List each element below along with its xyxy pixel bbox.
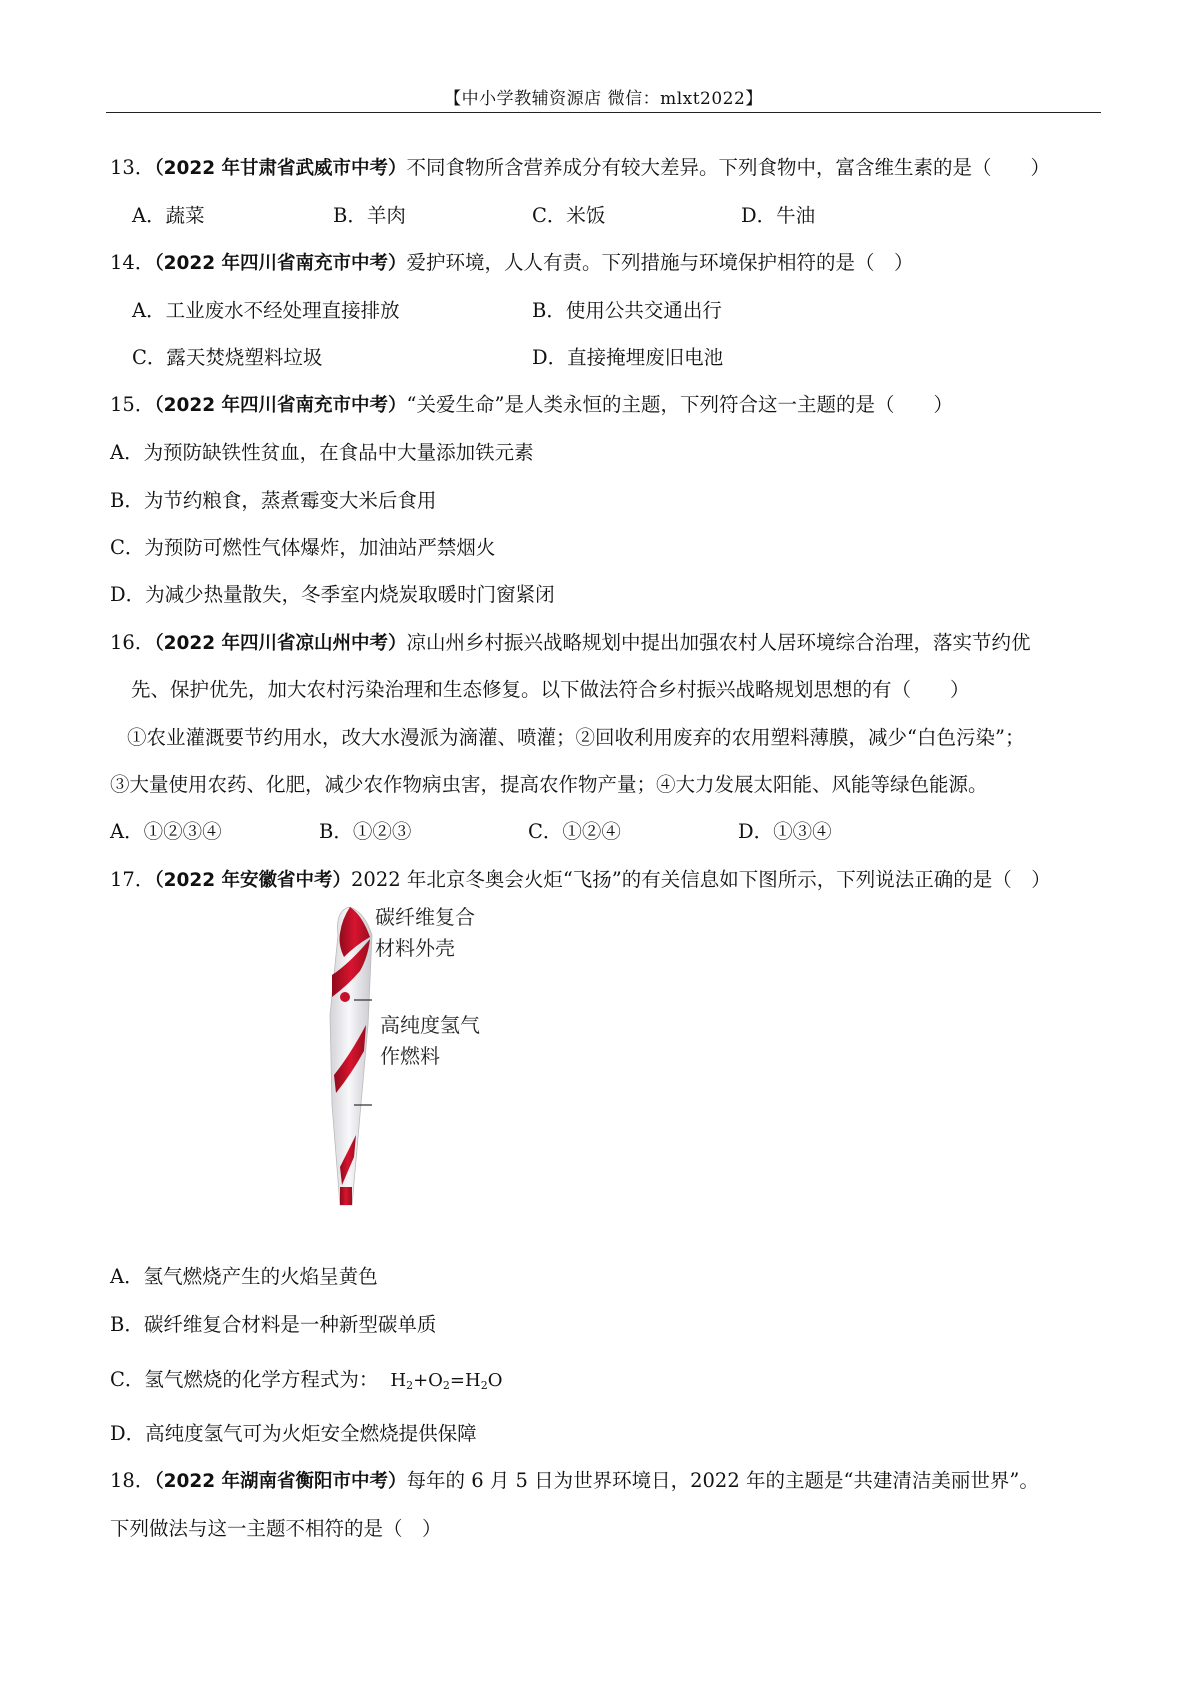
label-shell-line1: 碳纤维复合 [375, 905, 475, 929]
q15-stem: “关爱生命”是人类永恒的主题，下列符合这一主题的是（ ） [406, 393, 953, 416]
q16-source: （2022 年四川省凉山州中考） [154, 633, 407, 654]
q16-stem-line4: ③大量使用农药、化肥，减少农作物病虫害，提高农作物产量；④大力发展太阳能、风能等绿色能源。 [110, 773, 988, 796]
q18-stem-line2: 下列做法与这一主题不相符的是（ ） [110, 1517, 442, 1540]
torch-emblem [340, 992, 350, 1002]
page-header: 【中小学教辅资源店 微信：mlxt2022】 [444, 89, 763, 109]
q14-stem: 爱护环境，人人有责。下列措施与环境保护相符的是（ ） [406, 251, 914, 274]
q17-option-b: B．碳纤维复合材料是一种新型碳单质 [110, 1313, 437, 1336]
question-14 [110, 250, 1100, 277]
q17-option-d: D．高纯度氢气可为火炬安全燃烧提供保障 [110, 1422, 477, 1445]
label-shell-line2: 材料外壳 [375, 936, 455, 960]
question-18 [110, 1468, 1100, 1495]
q14-number: 14． [110, 251, 155, 274]
question-17 [110, 867, 1100, 894]
q16-number: 16． [110, 631, 155, 654]
q15-option-b: B．为节约粮食，蒸煮霉变大米后食用 [110, 489, 437, 512]
q16-option-d: D．①③④ [738, 820, 832, 843]
q13-number: 13． [110, 156, 155, 179]
q14-option-c: C．露天焚烧塑料垃圾 [132, 346, 323, 369]
torch-figure [310, 905, 550, 1245]
q17-option-c [110, 1367, 502, 1399]
q13-stem: 不同食物所含营养成分有较大差异。下列食物中，富含维生素的是（ ） [406, 156, 1051, 179]
question-15 [110, 392, 1100, 419]
q18-stem-line1: 每年的 6 月 5 日为世界环境日，2022 年的主题是“共建清洁美丽世界”。 [406, 1469, 1039, 1492]
q13-option-c: C．米饭 [532, 204, 606, 227]
q17-equation: $H_2+O_2=H_2O$ [390, 1370, 503, 1392]
q15-number: 15． [110, 393, 155, 416]
q16-stem-line3: ①农业灌溉要节约用水，改大水漫派为滴灌、喷灌；②回收利用废弃的农用塑料薄膜，减少“白色污染”； [127, 726, 1025, 749]
q17-option-a: A．氢气燃烧产生的火焰呈黄色 [110, 1265, 378, 1288]
q16-option-c: C．①②④ [528, 820, 621, 843]
q15-source: （2022 年四川省南充市中考） [154, 395, 407, 416]
q18-source: （2022 年湖南省衡阳市中考） [154, 1471, 407, 1492]
q13-option-a: A．蔬菜 [132, 204, 205, 227]
q17-stem: 2022 年北京冬奥会火炬“飞扬”的有关信息如下图所示，下列说法正确的是（ ） [351, 868, 1051, 891]
q16-stem-line2: 先、保护优先，加大农村污染治理和生态修复。以下做法符合乡村振兴战略规划思想的有（ ） [131, 678, 970, 701]
q14-option-d: D．直接掩埋废旧电池 [532, 346, 724, 369]
q15-option-a: A．为预防缺铁性贫血，在食品中大量添加铁元素 [110, 441, 534, 464]
q14-option-b: B．使用公共交通出行 [532, 299, 722, 322]
q17-option-c-text: C．氢气燃烧的化学方程式为： [110, 1368, 379, 1391]
q17-number: 17． [110, 868, 155, 891]
question-13 [110, 155, 1100, 182]
q13-option-d: D．牛油 [741, 204, 816, 227]
q15-option-c: C．为预防可燃性气体爆炸，加油站严禁烟火 [110, 536, 496, 559]
q14-source: （2022 年四川省南充市中考） [154, 253, 407, 274]
q18-number: 18． [110, 1469, 155, 1492]
label-fuel-line2: 作燃料 [380, 1044, 440, 1068]
q16-stem-line1: 凉山州乡村振兴战略规划中提出加强农村人居环境综合治理，落实节约优 [406, 631, 1031, 654]
q13-option-b: B．羊肉 [333, 204, 406, 227]
q16-option-a: A．①②③④ [110, 820, 222, 843]
q13-source: （2022 年甘肃省武威市中考） [154, 158, 407, 179]
header-rule [106, 112, 1101, 113]
q17-source: （2022 年安徽省中考） [154, 870, 352, 891]
torch-base [340, 1187, 352, 1205]
question-16 [110, 630, 1100, 657]
q16-option-b: B．①②③ [319, 820, 412, 843]
label-fuel-line1: 高纯度氢气 [380, 1013, 480, 1037]
q14-option-a: A．工业废水不经处理直接排放 [132, 299, 400, 322]
q15-option-d: D．为减少热量散失，冬季室内烧炭取暖时门窗紧闭 [110, 583, 555, 606]
